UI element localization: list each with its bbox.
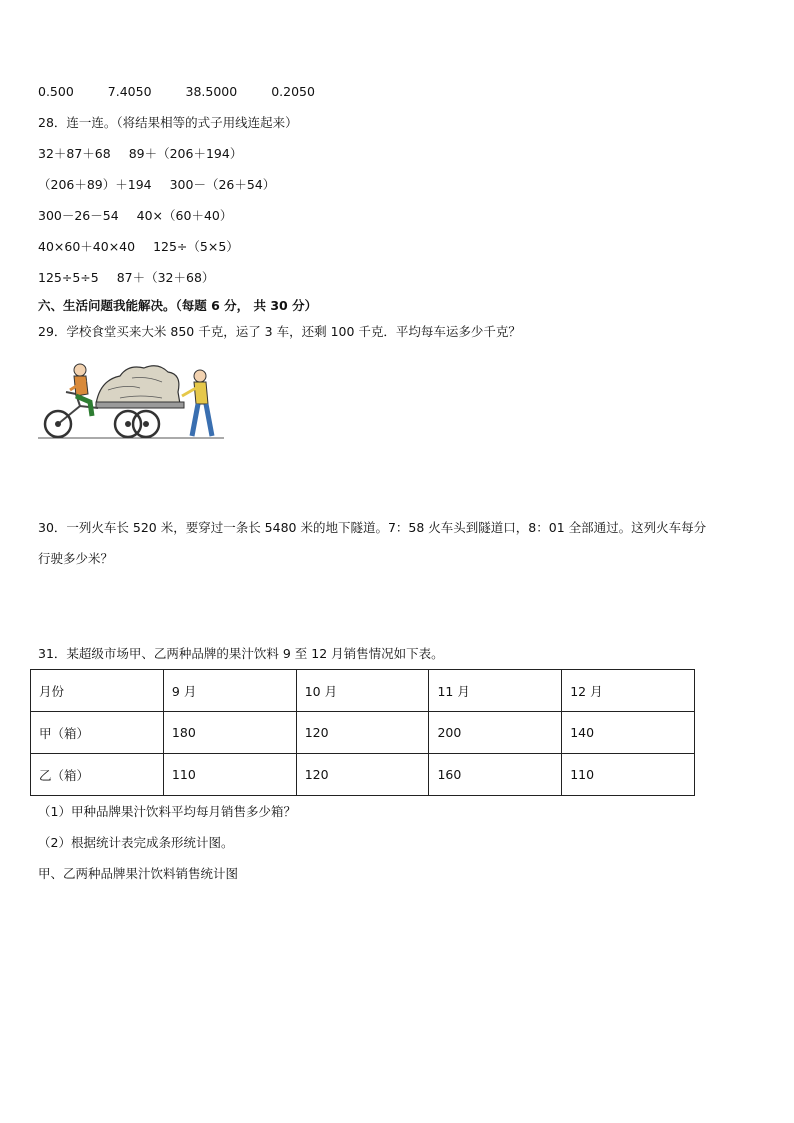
table-cell: 140 [562, 712, 695, 754]
chart-title: 甲、乙两种品牌果汁饮料销售统计图 [38, 866, 239, 881]
table-header-cell: 9 月 [163, 670, 296, 712]
decimal-numbers-row [38, 84, 345, 100]
q28-row-5 [38, 270, 214, 286]
q28-row-4 [38, 239, 239, 255]
q28-right-4: 125÷（5×5） [153, 239, 239, 254]
table-cell: 200 [429, 712, 562, 754]
q30-line-2: 行驶多少米？ [38, 551, 114, 566]
q28-title: 28．连一连。（将结果相等的式子用线连起来） [38, 115, 298, 130]
q31-intro: 31．某超级市场甲、乙两种品牌的果汁饮料 9 至 12 月销售情况如下表。 [38, 646, 444, 661]
table-cell: 180 [163, 712, 296, 754]
q28-row-2 [38, 177, 275, 193]
decimal-3: 38.5000 [185, 84, 238, 99]
q28-left-5: 125÷5÷5 [38, 270, 99, 285]
q28-row-3 [38, 208, 232, 224]
table-header-cell: 10 月 [296, 670, 429, 712]
q28-left-3: 300－26－54 [38, 208, 119, 223]
tricycle-illustration [36, 358, 228, 442]
table-row [31, 754, 695, 796]
decimal-1: 0.500 [38, 84, 74, 99]
table-cell: 110 [562, 754, 695, 796]
q28-left-4: 40×60＋40×40 [38, 239, 136, 254]
q28-right-1: 89＋（206＋194） [128, 146, 243, 161]
table-row [31, 712, 695, 754]
q28-left-1: 32＋87＋68 [38, 146, 111, 161]
q28-right-2: 300－（26＋54） [169, 177, 276, 192]
table-header-row [31, 670, 695, 712]
q28-right-5: 87＋（32＋68） [116, 270, 215, 285]
decimal-4: 0.2050 [271, 84, 315, 99]
table-cell: 120 [296, 712, 429, 754]
sales-table [30, 669, 695, 796]
table-cell: 160 [429, 754, 562, 796]
q28-left-2: （206＋89）＋194 [38, 177, 152, 192]
q28-right-3: 40×（60＋40） [136, 208, 233, 223]
q28-row-1 [38, 146, 242, 162]
table-cell: 乙（箱） [31, 754, 164, 796]
q31-sub-question-2: （2）根据统计表完成条形统计图。 [38, 835, 234, 850]
table-header-cell: 12 月 [562, 670, 695, 712]
decimal-2: 7.4050 [107, 84, 152, 99]
table-header-cell: 月份 [31, 670, 164, 712]
table-cell: 甲（箱） [31, 712, 164, 754]
q31-sub-question-1: （1）甲种品牌果汁饮料平均每月销售多少箱？ [38, 804, 296, 819]
table-header-cell: 11 月 [429, 670, 562, 712]
q30-line-1: 30．一列火车长 520 米，要穿过一条长 5480 米的地下隧道。7：58 火车头到隧道口，8：01 全部通过。这列火车每分 [38, 520, 707, 535]
table-cell: 120 [296, 754, 429, 796]
section-6-heading: 六、生活问题我能解决。（每题 6 分， 共 30 分） [38, 298, 318, 313]
q29-text: 29．学校食堂买来大米 850 千克，运了 3 车，还剩 100 千克．平均每车运多少千克？ [38, 324, 521, 339]
table-cell: 110 [163, 754, 296, 796]
